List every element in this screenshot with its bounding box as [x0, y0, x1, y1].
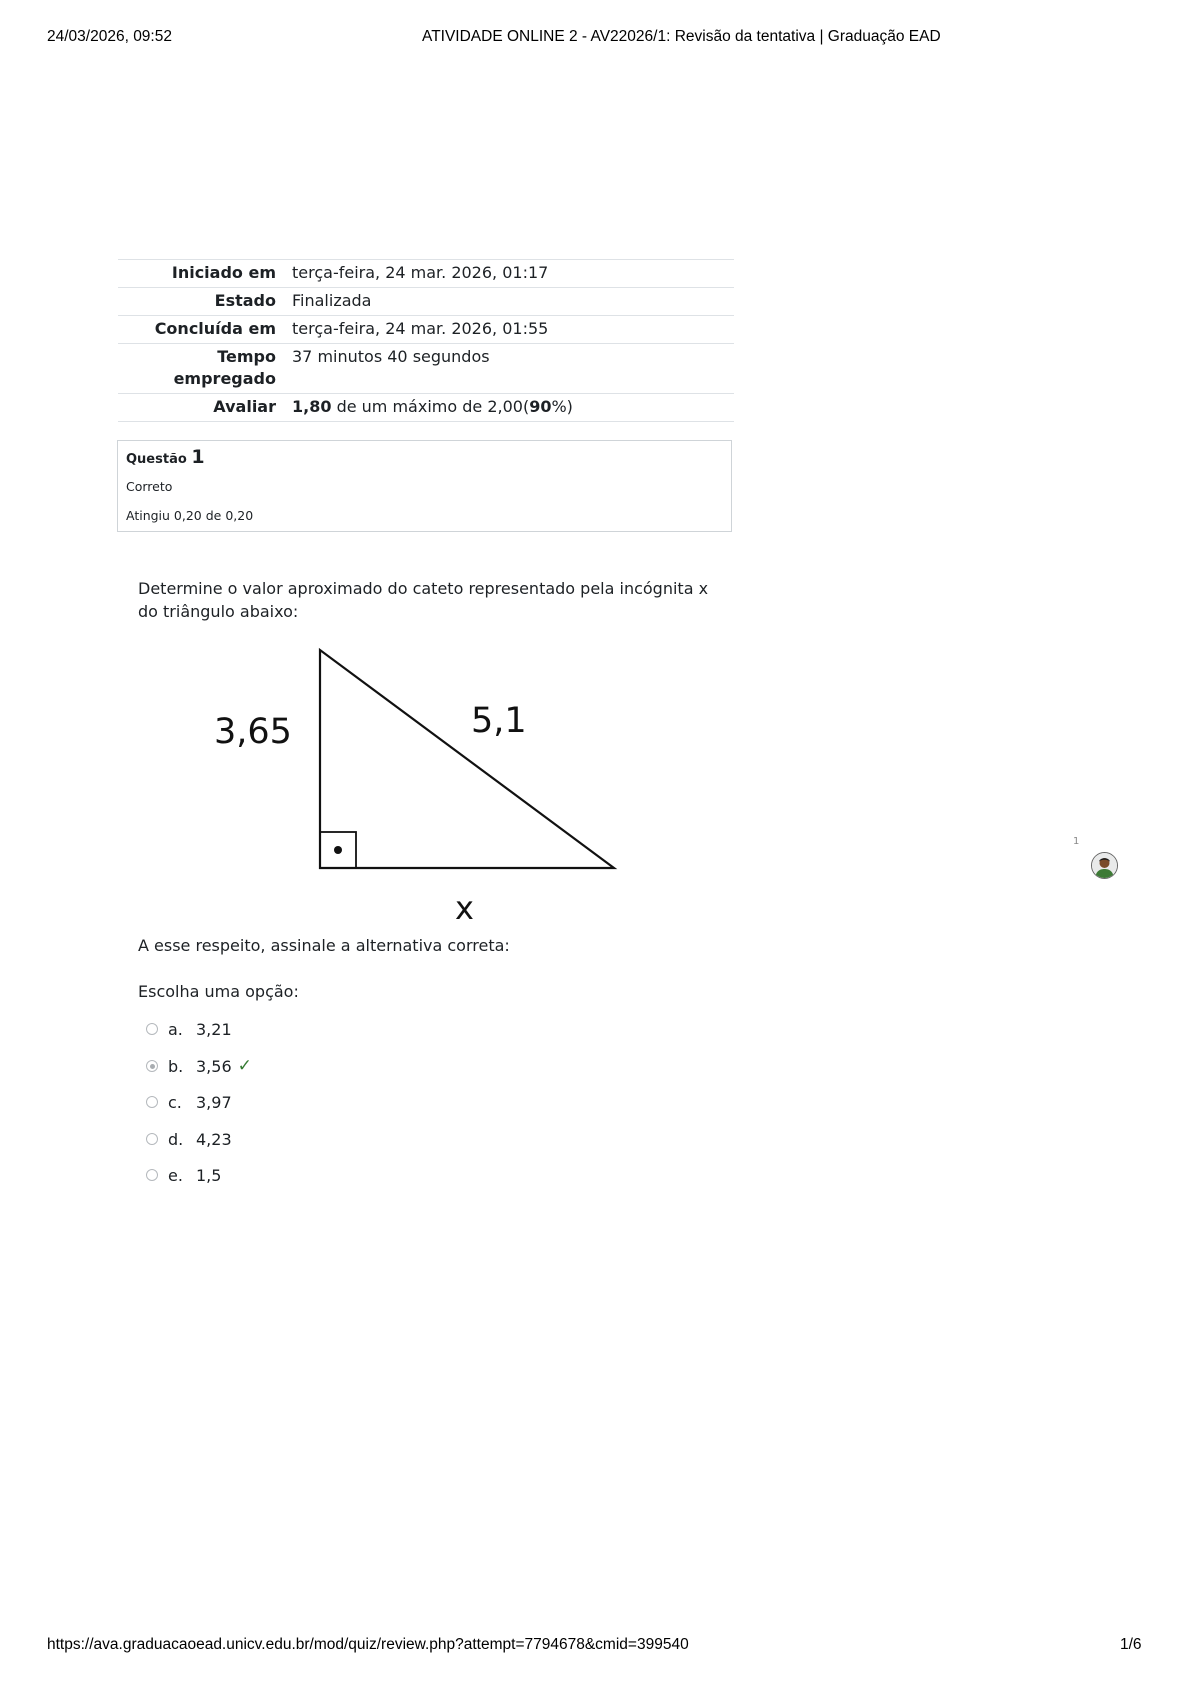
radio-icon[interactable] — [146, 1023, 158, 1035]
answer-option-e[interactable] — [146, 1163, 446, 1187]
summary-label: Estado — [118, 288, 284, 316]
page-marker: 1 — [1073, 836, 1080, 847]
question-info-box — [117, 440, 732, 532]
summary-label-line: Tempo — [217, 347, 276, 366]
summary-value: terça-feira, 24 mar. 2026, 01:55 — [284, 316, 734, 344]
question-number — [126, 446, 205, 468]
option-letter: a. — [168, 1019, 183, 1039]
grade-text: de um máximo de 2,00( — [331, 397, 530, 416]
summary-value — [284, 394, 734, 422]
hypotenuse-label: 5,1 — [471, 701, 527, 741]
summary-label-line: empregado — [173, 369, 276, 388]
summary-label — [118, 344, 284, 394]
radio-icon[interactable] — [146, 1169, 158, 1181]
triangle-figure — [204, 640, 624, 930]
question-label: Questão — [126, 452, 192, 467]
summary-value: terça-feira, 24 mar. 2026, 01:17 — [284, 260, 734, 288]
avatar-graphic — [1092, 853, 1117, 878]
grade-percent: 90 — [529, 397, 552, 416]
triangle-shape — [320, 650, 614, 868]
choose-option-label: Escolha uma opção: — [138, 982, 299, 1001]
attempt-summary-table — [118, 259, 734, 422]
summary-row-state — [118, 288, 734, 316]
base-label: x — [455, 889, 474, 927]
summary-value: 37 minutos 40 segundos — [284, 344, 734, 394]
radio-selected-icon[interactable] — [146, 1060, 158, 1072]
print-url: https://ava.graduacaoead.unicv.edu.br/mod/quiz/review.php?attempt=7794678&cmid=399540 — [47, 1636, 689, 1653]
right-angle-dot — [334, 846, 342, 854]
summary-row-completed — [118, 316, 734, 344]
option-letter: c. — [168, 1092, 182, 1112]
print-page-number: 1/6 — [1120, 1636, 1142, 1653]
option-value: 3,97 — [196, 1092, 232, 1112]
summary-row-grade — [118, 394, 734, 422]
option-value: 3,56 — [196, 1056, 232, 1076]
option-value: 3,21 — [196, 1019, 232, 1039]
summary-row-time — [118, 344, 734, 394]
answer-option-d[interactable] — [146, 1127, 446, 1151]
check-icon: ✓ — [237, 1056, 252, 1076]
print-title: ATIVIDADE ONLINE 2 - AV22026/1: Revisão da tentativa | Graduação EAD — [422, 28, 941, 45]
option-letter: b. — [168, 1056, 184, 1076]
grade-text-end: %) — [551, 397, 573, 416]
answer-option-c[interactable] — [146, 1090, 446, 1114]
answer-option-b[interactable] — [146, 1054, 446, 1078]
leg-label: 3,65 — [214, 712, 292, 752]
summary-label: Concluída em — [118, 316, 284, 344]
option-value: 4,23 — [196, 1129, 232, 1149]
user-avatar-icon[interactable] — [1091, 852, 1118, 879]
question-number-value: 1 — [191, 446, 205, 468]
summary-label: Avaliar — [118, 394, 284, 422]
summary-value: Finalizada — [284, 288, 734, 316]
radio-icon[interactable] — [146, 1133, 158, 1145]
option-letter: d. — [168, 1129, 184, 1149]
question-state: Correto — [126, 479, 173, 494]
summary-row-started — [118, 260, 734, 288]
question-grade: Atingiu 0,20 de 0,20 — [126, 508, 254, 523]
grade-score: 1,80 — [292, 397, 332, 416]
summary-label: Iniciado em — [118, 260, 284, 288]
answer-option-a[interactable] — [146, 1017, 446, 1041]
option-value: 1,5 — [196, 1165, 222, 1185]
option-letter: e. — [168, 1165, 183, 1185]
print-datetime: 24/03/2026, 09:52 — [47, 28, 172, 45]
radio-icon[interactable] — [146, 1096, 158, 1108]
question-subprompt: A esse respeito, assinale a alternativa correta: — [138, 936, 510, 955]
question-prompt: Determine o valor aproximado do cateto representado pela incógnita x do triângulo abaixo: — [138, 579, 709, 621]
